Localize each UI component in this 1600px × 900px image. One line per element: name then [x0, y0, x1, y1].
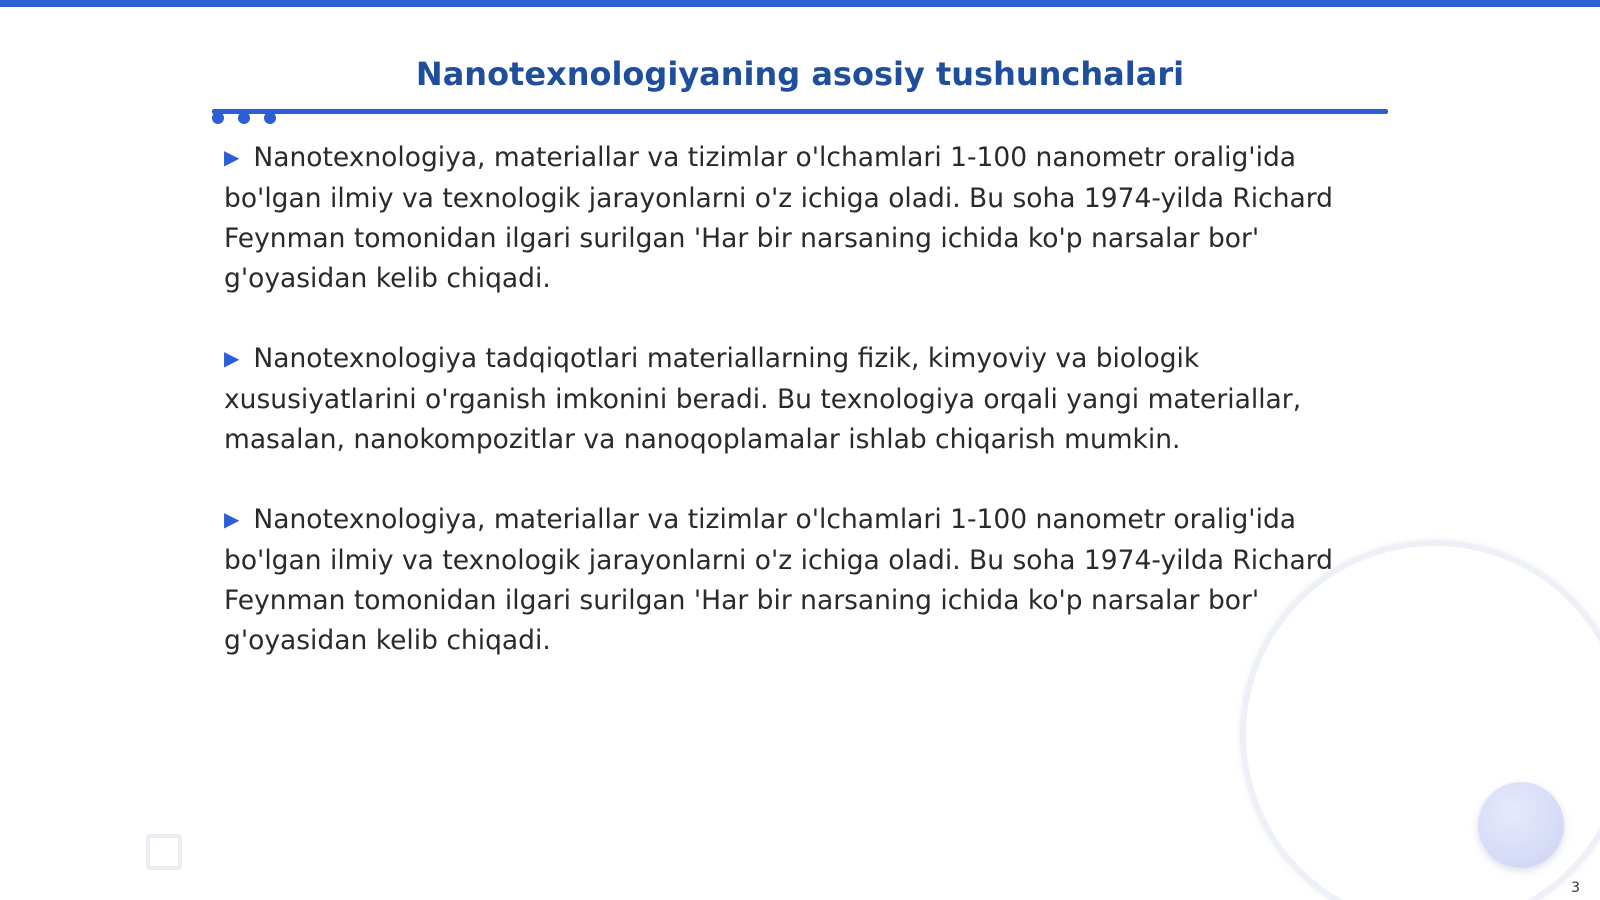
slide-title: Nanotexnologiyaning asosiy tushunchalari: [415, 55, 1185, 93]
bullet-paragraph: [224, 500, 1354, 661]
underline-dot-icon: [212, 112, 224, 124]
bullet-list: [224, 138, 1354, 701]
top-accent-bar: [0, 0, 1600, 7]
title-underline: [212, 109, 1388, 114]
paragraph-text: Nanotexnologiya, materiallar va tizimlar o'lchamlari 1-100 nanometr oralig'ida bo'lgan ilmiy va texnologik jarayonlarni o'z ichiga oladi. Bu soha 1974-yilda Richard Feynman tomonidan ilgari surilgan 'Har bir narsaning ichida ko'p narsalar bor' g'oyasidan kelib chiqadi.: [224, 504, 1333, 656]
decorative-square-icon: [146, 834, 182, 870]
underline-dot-icon: [264, 112, 276, 124]
paragraph-text: Nanotexnologiya, materiallar va tizimlar o'lchamlari 1-100 nanometr oralig'ida bo'lgan ilmiy va texnologik jarayonlarni o'z ichiga oladi. Bu soha 1974-yilda Richard Feynman tomonidan ilgari surilgan 'Har bir narsaning ichida ko'p narsalar bor' g'oyasidan kelib chiqadi.: [224, 142, 1333, 294]
triangle-right-icon: ▶: [224, 346, 240, 370]
bullet-paragraph: [224, 339, 1354, 460]
underline-dot-icon: [238, 112, 250, 124]
triangle-right-icon: ▶: [224, 145, 240, 169]
decorative-bubble-icon: [1478, 782, 1564, 868]
triangle-right-icon: ▶: [224, 507, 240, 531]
paragraph-text: Nanotexnologiya tadqiqotlari materiallarning fizik, kimyoviy va biologik xususiyatlarini o'rganish imkonini beradi. Bu texnologiya orqali yangi materiallar, masalan, nanokompozitlar va nanoqoplamalar ishlab chiqarish mumkin.: [224, 343, 1302, 455]
bullet-paragraph: [224, 138, 1354, 299]
page-number: 3: [1571, 880, 1580, 896]
